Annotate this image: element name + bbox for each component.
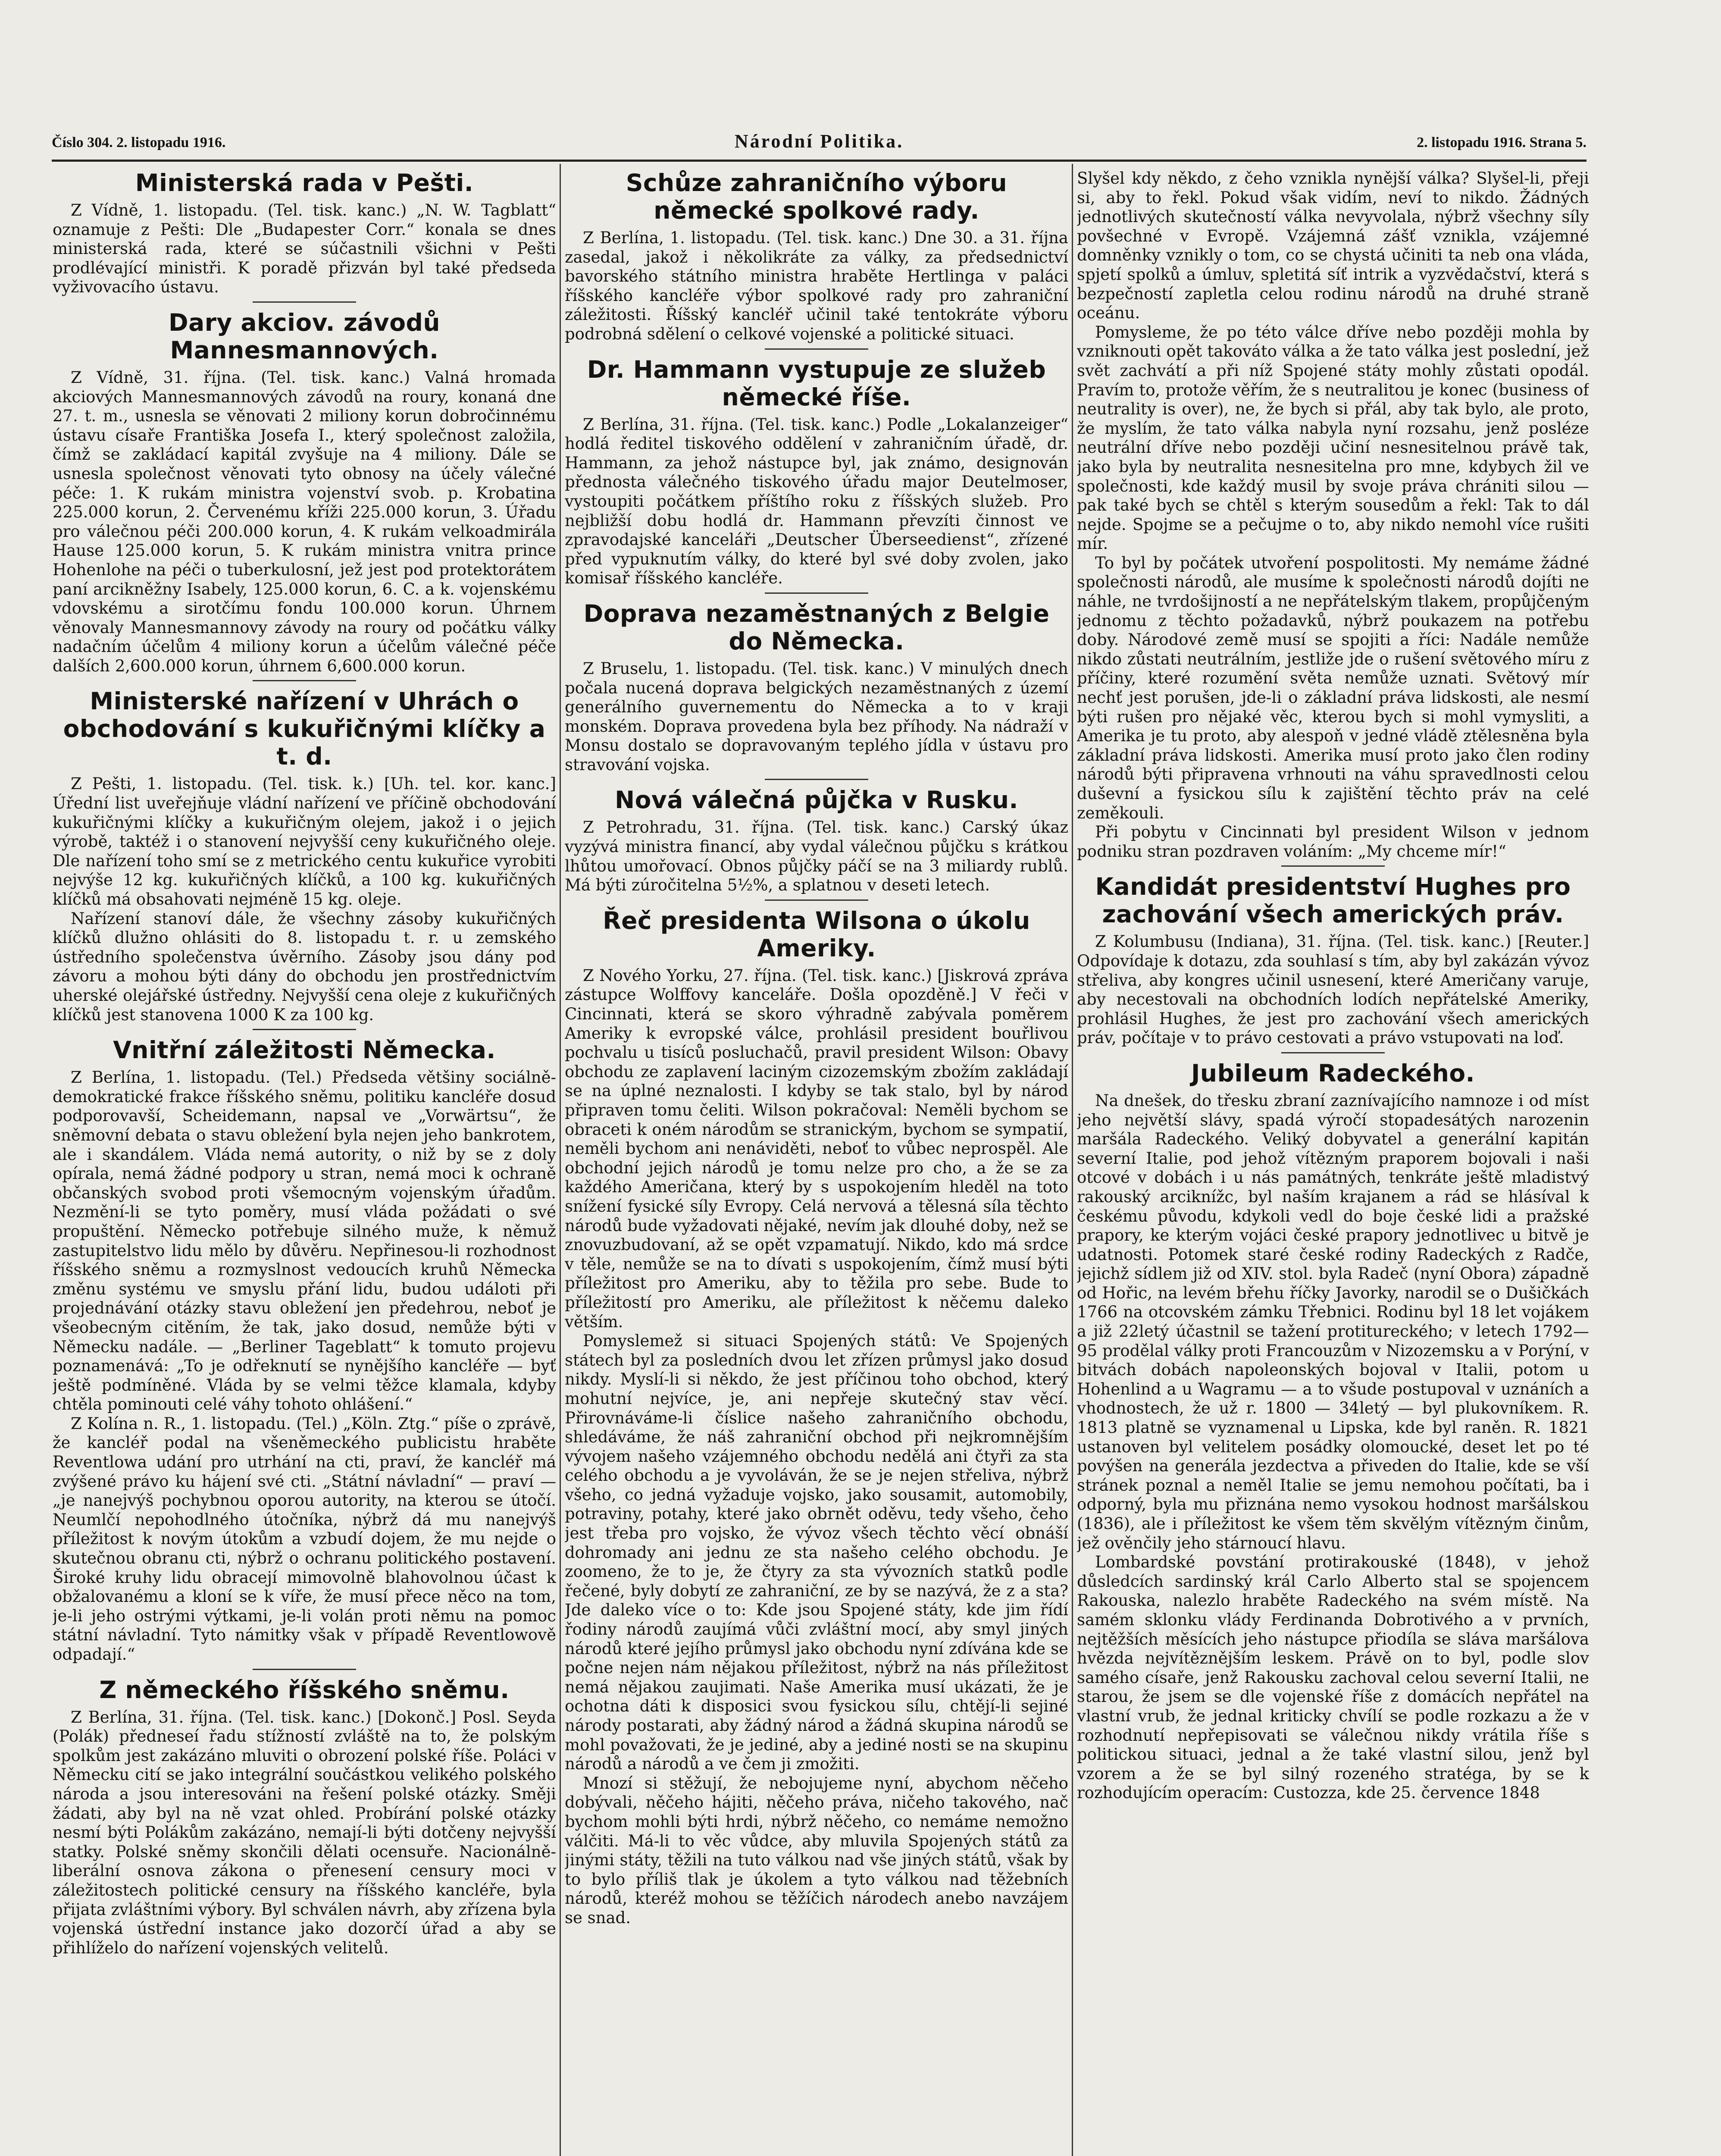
article-body	[1077, 1091, 1589, 1803]
paragraph: Z Berlína, 31. října. (Tel. tisk. kanc.) [Dokonč.] Posl. Seyda (Polák) předneseí řadu stížností zvláště na to, že polským spolkům jest zakázáno mluviti o obrození polské říše. Poláci v Německu cití se jako integrální součástkou velikého polského národa a jsou interesováni na řešení polské otázky. Směji žádati, aby byl na ně vzat ohled. Probírání polské otázky nesmí býti Polákům zakázáno, nemají-li býti dotčeny nejvyšší statky. Polské sněmy skončili dělati ocensuře. Nacionálně-liberální osnova zákona o přenesení censury moci v záležitostech politické censury na říšského kancléře, byla přijata zvláštními výbory. Byl schválen návrh, aby zřízena byla vojenská ústřední instance jako dozorčí úřad a aby se přihlíželo do nařízení vojenských velitelů.	[53, 1708, 556, 1957]
article-body	[565, 818, 1068, 895]
masthead	[52, 129, 1586, 158]
masthead-rule	[52, 160, 1586, 162]
paragraph: To byl by počátek utvoření pospolitosti. My nemáme žádné společnosti národů, ale musíme k společnosti národů dojíti ne náhle, ne tvrdošijností a ne nepřátelským tlakem, propůjčeným jednomu z těchto požadavků, nýbrž poukazem na potřebu doby. Národové země musí se spojiti a říci: Nadále nemůže nikdo zůstati neutrálním, jestliže jde o rušení světového míru z příčiny, které rozumění světa nemůže uznati. Světový mír nechť jest porušen, jde-li o základní práva lidskosti, ale nesmí býti rušen pro nějaké věc, kterou bych si mohl vymysliti, a Amerika je tu proto, aby alespoň v jedné vládě ztělesněna byla základní práva lidskosti. Amerika musí proto jako člen rodiny národů býti připravena vrhnouti na váhu spravedlnosti celou duševní a fysickou sílu k zajištění těchto práv na celé zeměkouli.	[1077, 553, 1589, 822]
separator	[253, 1669, 356, 1670]
article-body	[53, 368, 556, 676]
column-1	[53, 169, 556, 2156]
paragraph: Z Berlína, 1. listopadu. (Tel.) Předseda většiny sociálně-demokratické frakce říšského sněmu, politiku kancléře dosud podporovavší, Scheidemann, napsal ve „Vorwärtsu“, že sněmovní debata o stavu obležení byla nejen jeho bankrotem, ale i skandálem. Vláda nemá autority, o niž by se z doly opírala, nemá žádné podpory u stran, nemá moci k ochraně občanských svobod proti všemocným vojenským úřadům. Nezmění-li se tyto poměry, musí vláda požádati o své propuštění. Německo potřebuje silného muže, k němuž zastupitelstvo lidu mělo by důvěru. Nepřinesou-li rozhodnost říšského sněmu a rozmyslnost vedoucích kruhů Německa změnu systému ve smyslu přání lidu, budou událoti při projednávání otázky stavu obležení jen předehrou, neboť je všeobecným citěním, že tak, jako dosud, nemůže býti v Německu nadále. — „Berliner Tageblatt“ k tomuto projevu poznamenává: „To je odřeknutí se nynějšího kancléře — byť ještě podmíněné. Vláda by se velmi těžce klamala, kdyby chtěla pominouti celé váhy tohoto ohlášení.“	[53, 1068, 556, 1414]
paragraph: Z Berlína, 31. října. (Tel. tisk. kanc.) Podle „Lokalanzeiger“ hodlá ředitel tiskového oddělení v zahraničním úřadě, dr. Hammann, za jehož nástupce byl, jak známo, designován přednosta válečného tiskového úřadu major Deutelmoser, vystoupiti počátkem příštího roku z říšských služeb. Pro nejbližší dobu hodlá dr. Hammann převzíti činnost ve zpravodajské kanceláři „Deutscher Überseedienst“, zřízené před vypuknutím války, do které byl své doby zvolen, jako komisař říšského kancléře.	[565, 415, 1068, 588]
headline: Ministerská rada v Pešti.	[135, 169, 474, 197]
separator	[765, 899, 868, 901]
paragraph: Z Vídně, 1. listopadu. (Tel. tisk. kanc.) „N. W. Tagblatt“ oznamuje z Pešti: Dle „Budapester Corr.“ konala se dnes ministerská rada, které se súčastnili všichni v Pešti prodlévající ministři. K poradě přizván byl také předseda vyživovacího ústavu.	[53, 201, 556, 297]
paragraph: Pomysleme, že po této válce dříve nebo později mohla by vzniknouti opět takováto válka a že tato válka jest poslední, jež svět zachvátí a při níž Spojené státy mohly zůstati opodál. Pravím to, protože věřím, že s neutralitou je konec (business of neutrality is over), ne, že bych si přál, aby tak bylo, ale proto, že myslím, že tato válka nabyla nyní rozsahu, jenž posléze neutrální dříve nebo později učiní nesnesitelnou právě tak, jako byla by neutralita nesnesitelna pro mne, kdybych žil ve společnosti, kde každý musil by svoje práva chrániti silou — pak také bych se chtěl s kterým sousedům a řekl: Tak to dál nejde. Spojme se a pečujme o to, aby nikdo nemohl více rušiti mír.	[1077, 323, 1589, 553]
paragraph: Z Berlína, 1. listopadu. (Tel. tisk. kanc.) Dne 30. a 31. října zasedal, jakož i několikráte za války, za předsednictví bavorského státního ministra hraběte Hertlinga v paláci říšského kancléře výbor spolkové rady pro zahraniční záležitosti. Říšský kancléř učinil také tentokráte výboru podrobná sdělení o celkové vojenské a politické situaci.	[565, 229, 1068, 343]
column-divider	[560, 164, 561, 2156]
article-body	[53, 201, 556, 297]
paragraph: Z Kolína n. R., 1. listopadu. (Tel.) „Köln. Ztg.“ píše o zprávě, že kancléř podal na všeněmeckého publicistu hraběte Reventlowa udání pro utrhání na cti, praví, že kancléř má zvýšené právo ku hájení své cti. „Státní návladní“ — praví — „je nanejvýš pochybnou oporou autority, na kterou se útočí. Neumlčí nepohodlného útočníka, nýbrž dá mu nanejvýš příležitost k novým útokům a vzbudí dojem, že mu nejde o skutečnou obranu cti, nýbrž o ochranu politického postavení. Široké kruhy lidu obracejí mimovolně blahovolnou účast k obžalovanému a kloní se k víře, že musí přece něco na tom, je-li jeho ostrými výtkami, je-li volán proti němu na pomoc státní návladní. Tyto námitky však v případě Reventlowově odpadají.“	[53, 1414, 556, 1664]
headline: Dr. Hammann vystupuje ze služeb německé říše.	[587, 355, 1046, 411]
separator	[1281, 1052, 1385, 1053]
column-2	[565, 169, 1068, 2156]
paragraph: Z Kolumbusu (Indiana), 31. října. (Tel. tisk. kanc.) [Reuter.] Odpovídaje k dotazu, zda souhlasí s tím, aby byl zakázán vývoz střeliva, aby kongres učinil usnesení, které Američany varuje, aby necestovali na obchodních lodích nepřátelské Ameriky, prohlásil Hughes, že jest pro zachování všech amerických práv, počítaje v to právo cestovati a právo vstupovati na loď.	[1077, 932, 1589, 1047]
headline: Vnitřní záležitosti Německa.	[113, 1036, 496, 1064]
paragraph: Nařízení stanoví dále, že všechny zásoby kukuřičných klíčků dlužno ohlásiti do 8. listopadu t. r. u zemského ústředního společenstva úvěrního. Zásoby jsou dány pod závoru a mohou býti dány do obchodu jen prostřednictvím uherské olejářské ústředny. Nejvyšší cena oleje z kukuřičných klíčků jest stanovena 1000 K za 100 kg.	[53, 909, 556, 1024]
paragraph: Z Nového Yorku, 27. října. (Tel. tisk. kanc.) [Jiskrová zpráva zástupce Wolffovy kanceláře. Došla opozděně.] V řeči v Cincinnati, která se skoro výhradně zabývala poměrem Ameriky k evropské válce, prohlásil president bouřlivou pochvalu u tisíců posluchačů, pravil president Wilson: Obavy obchodu ze zaplavení laciným cizozemským zbožím zakládají se na úplné neznalosti. I kdyby se tak stalo, byl by národ připraven tomu čeliti. Wilson pokračoval: Neměli bychom se obraceti k oném národům se stranickým, bychom se sympatií, neměli bychom ani nenáviděti, neboť to vůbec neprospěl. Ale obchodní jejich národů je tomu nelze pro cho, a že se za každého Američana, který by s uspokojením hleděl na toto snížení fysické síly Evropy. Celá nervová a tělesná síla těchto národů bude vyžadovati nějaké, nevím jak dlouhé doby, než se znovuzbudovaní, až se opět vzpamatují. Nikdo, kdo má srdce v těle, nemůže se na to dívati s uspokojením, čímž musí býti příležitost pro Ameriku, aby to těžila pro sebe. Bude to příležitostí pro Ameriku, ale příležitost k něčemu daleko větším.	[565, 966, 1068, 1331]
separator	[1281, 865, 1385, 867]
paragraph: Slyšel kdy někdo, z čeho vznikla nynější válka? Slyšel-li, přeji si, aby to řekl. Pokud však vidím, neví to nikdo. Žádných jednotlivých skutečností válka nevyvolala, nýbrž všechny síly povšechné v Evropě. Vzájemná zášť vznikla, vzájemné domněnky vznikly o tom, co se chystá učiniti ta neb ona vláda, spjetí spolků a úmluv, spletitá síť intrik a vyzvědačství, která s bezpečností zapletla celou rodinu národů na druhé straně oceánu.	[1077, 169, 1589, 323]
paragraph: Na dnešek, do třesku zbraní zaznívajícího namnoze i od míst jeho největší slávy, spadá výročí stopadesátých narozenin maršála Radeckého. Veliký dobyvatel a generální kapitán severní Italie, pod jehož vítězným praporem bojovali i naši otcové v dobách i u nás památných, tenkráte ještě mladistvý rakouský arciknížc, byl naším krajanem a rád se hlásíval k českému původu, kdykoli vedl do boje české lidi a pražské prapory, ke kterým vojáci české prapory jednotlivec u bitvě je udatnosti. Potomek staré české rodiny Radeckých z Radče, jejichž sídlem již od XIV. stol. byla Radeč (nyní Obora) západně od Hořic, na levém břehu říčky Javorky, narodil se o Dušičkách 1766 na otcovském zámku Třebnici. Rodinu byl 18 let vojákem a již 22letý účastnil se tažení protitureckého; v letech 1792—95 prodělal války proti Francouzům v Nizozemsku a v Porýní, v bitvách dobách napoleonských bojoval v Italii, potom u Hohenlind a u Wagramu — a to všude postupoval v uznáních a vhodnostech, že už r. 1800 — 34letý — byl plukovníkem. R. 1813 platně se vyznamenal u Lipska, kde byl raněn. R. 1821 ustanoven byl velitelem posádky olomoucké, deset let po té povýšen na generála jezdectva a přiveden do Italie, kde se vší stránek poznal a neměl Italie se jemu nemohou počítati, ba i odporný, byla mu přiznána nemo vysokou hodnost maršálskou (1836), ale i příležitost ke všem těm skvělým vítězným činům, jež ověnčily jeho stárnoucí hlavu.	[1077, 1091, 1589, 1552]
column-divider	[1072, 164, 1073, 2156]
paragraph: Mnozí si stěžují, že nebojujeme nyní, abychom něčeho dobývali, něčeho hájiti, něčeho práva, ničeho takového, nač bychom mohli býti hrdi, nýbrž něčeho, co nemáme nemožno válčiti. Má-li to věc vůdce, aby mluvila Spojených států za jinými státy, těžili na tuto válkou nad vše jiných států, však by to bylo příliš tlak je úkolem a tyto válkou nad těžebních národů, kteréž mohou se těžíčich národech anebo navzájem se snad.	[565, 1774, 1068, 1927]
issue-number-date: Číslo 304. 2. listopadu 1916.	[52, 135, 226, 150]
headline: Z německého říšského sněmu.	[99, 1676, 510, 1704]
paragraph: Pomyslemež si situaci Spojených států: Ve Spojených státech byl za posledních dvou let zřízen průmysl jako dosud nikdy. Myslí-li si někdo, že jest příčinou toho obchod, který mohutní nejvíce, je, ani nepřeje skutečný stav věcí. Přirovnáváme-li číslice našeho zahraničního obchodu, shledáváme, že náš zahraniční obchod při nejkromnějším vývojem našeho vzájemného obchodu nedělá ani čtyři za sta celého obchodu a je vyvoláván, že se je nejen střeliva, nýbrž všeho, co jedná vyžaduje vojsko, jako sousamit, automobily, potraviny, potahy, které jako obrnět oděvu, tedy všeho, čeho jest třeba pro vojsko, že vývoz všech těchto věcí obnáší dohromady ani jednu ze sta našeho celého obchodu. Je zoomeno, že to je, že čtyry za sta vývozních statků podle řečené, byly dobytí ze zahraniční, ze by se nazývá, že z a sta? Jde daleko více o to: Kde jsou Spojené státy, kde jim řídí řodiny národů zaujímá vůči zvláštní mocí, aby smyl jiných národů které jejího průmysl jako obchodu nyní zdívána kde se počne nejen nám nějakou příležitost, nýbrž na nás příležitost nemá nějakou zaujimati. Naše Amerika musí ukázati, že je ochotna dáti k disposici svou fysickou sílu, chtějí-li sejiné národy postarati, aby žádný národ a žádná skupina národů se mohl považovati, že je jediné, aby a jediné nosti se na skupinu národů a národů a ve čem ji zmožiti.	[565, 1332, 1068, 1774]
article-body	[565, 229, 1068, 344]
article-body	[565, 415, 1068, 588]
article-body	[53, 1708, 556, 1958]
headline: Dary akciov. závodů Mannesmannových.	[168, 308, 441, 364]
date-page-number: 2. listopadu 1916. Strana 5.	[1417, 135, 1586, 150]
article-body	[53, 1068, 556, 1664]
headline: Nová válečná půjčka v Rusku.	[615, 786, 1018, 814]
headline: Doprava nezaměstnaných z Belgie do Německa.	[583, 599, 1050, 655]
headline: Ministerské nařízení v Uhrách o obchodování s kukuřičnými klíčky a t. d.	[63, 687, 546, 771]
separator	[765, 348, 868, 350]
column-3	[1077, 169, 1589, 2156]
paragraph: Z Vídně, 31. října. (Tel. tisk. kanc.) Valná hromada akciových Mannesmannových závodů na roury, konaná dne 27. t. m., usnesla se věnovati 2 miliony korun dobročinnému ústavu císaře Františka Josefa I., který společnost založila, čímž se zakládací kapitál zvyšuje na 4 miliony. Dále se usnesla společnost věnovati tyto obnosy na účely válečné péče: 1. K rukám ministra vojenství svob. p. Krobatina 225.000 korun, 2. Červenému kříži 225.000 korun, 3. Úřadu pro válečnou péči 200.000 korun, 4. K rukám velkoadmirála Hause 125.000 korun, 5. K rukám ministra vnitra prince Hohenlohe na péči o tuberkulosní, jež jest pod protektorátem paní arcikněžny Isabely, 125.000 korun, 6. C. a k. vojenskému vdovskému a sirotčímu fondu 100.000 korun. Úhrnem věnovaly Mannesmannovy závody na roury od počátku války nadačním účelům 4 miliony korun a účelům válečné péče dalších 2,600.000 korun, úhrnem 6,600.000 korun.	[53, 368, 556, 675]
newspaper-title: Národní Politika.	[734, 131, 904, 152]
article-body-continued	[1077, 169, 1589, 861]
separator	[253, 1029, 356, 1030]
separator	[765, 779, 868, 780]
separator	[253, 680, 356, 681]
paragraph: Z Pešti, 1. listopadu. (Tel. tisk. k.) [Uh. tel. kor. kanc.] Úřední list uveřejňuje vládní nařízení ve příčině obchodování kukuřičnými klíčky a kukuřičným olejem, jakož i o jejich výrobě, taktéž i o stanovení nejvyšší ceny kukuřičného oleje. Dle nařízení toho smí se z metrického centu kukuřice vyrobiti nejvýše 12 kg. kukuřičných klíčků, a 100 kg. kukuřičných klíčků má obsahovati nejméně 15 kg. oleje.	[53, 774, 556, 909]
article-body	[53, 774, 556, 1025]
paragraph: Lombardské povstání protirakouské (1848), v jehož důsledcích sardinský král Carlo Alberto stal se spojencem Rakouska, nalezlo hraběte Radeckého na svém místě. Na samém sklonku vlády Ferdinanda Dobrotivého a v prvních, nejtěžších měsících jeho nástupce přiodíla se sláva maršálova hvězda nejvítěznějším leskem. Právě on to byl, podle slov samého císaře, jenž Rakousku zachoval celou severní Italii, ne starou, že jsem se dle vojenské říše z domácích nepřátel na vlastní vrub, že jednal kriticky chvílí se podle rozkazu a že v rozhodnutí nepřepisovati se válečnou nikdy vrátila říše s politickou situaci, jednal a že také vlastní silou, jenž byl vzorem a že se byl silný rozeného stratéga, by se k rozhodujícím operacím: Custozza, kde 25. července 1848	[1077, 1553, 1589, 1802]
headline: Schůze zahraničního výboru německé spolkové rady.	[626, 169, 1008, 224]
separator	[765, 592, 868, 594]
article-body	[565, 659, 1068, 775]
paragraph: Z Bruselu, 1. listopadu. (Tel. tisk. kanc.) V minulých dnech počala nucená doprava belgických nezaměstnaných z území generálního guvernementu do Německa a to v kraji monském. Doprava provedena byla bez příhody. Na nádraží v Monsu dostalo se dopravovaným teplého jídla v ústavu pro stravování vojska.	[565, 659, 1068, 774]
separator	[253, 301, 356, 303]
headline: Kandidát presidentství Hughes pro zachování všech amerických práv.	[1095, 873, 1571, 928]
headline: Řeč presidenta Wilsona o úkolu Ameriky.	[603, 906, 1030, 962]
paragraph: Při pobytu v Cincinnati byl president Wilson v jednom podniku stran pozdraven voláním: „My chceme mír!“	[1077, 823, 1589, 861]
paragraph: Z Petrohradu, 31. října. (Tel. tisk. kanc.) Carský úkaz vyzývá ministra financí, aby vydal válečnou půjčku s krátkou lhůtou umořovací. Obnos půjčky páčí se na 3 miliardy rublů. Má býti zúročitelna 5½%, a splatnou v deseti letech.	[565, 818, 1068, 895]
article-body	[565, 966, 1068, 1928]
headline: Jubileum Radeckého.	[1191, 1059, 1475, 1087]
article-body	[1077, 932, 1589, 1048]
